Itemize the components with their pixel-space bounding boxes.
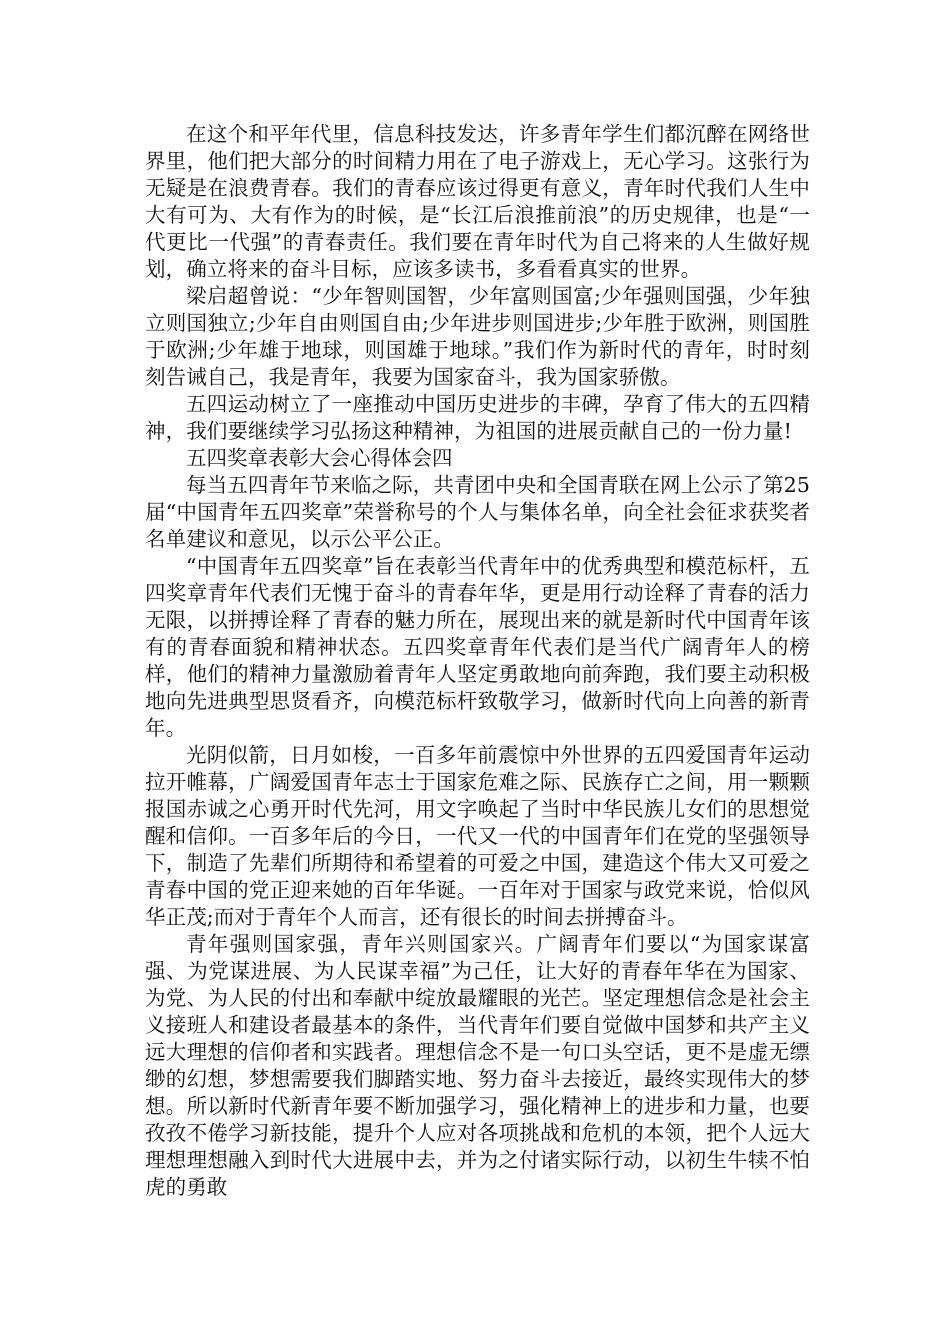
paragraph-2: 梁启超曾说：“少年智则国智，少年富则国富;少年强则国强，少年独立则国独立;少年自由则国自由;少年进步则国进步;少年胜于欧洲，则国胜于欧洲;少年雄于地球，则国雄于地球。”我们作为新时代的青年，时时刻刻告诫自己，我是青年，我要为国家奋斗，我为国家骄傲。 [145, 284, 810, 389]
section-title: 五四奖章表彰大会心得体会四 [186, 446, 453, 470]
document-page [145, 121, 810, 1201]
section-paragraph-2: “中国青年五四奖章”旨在表彰当代青年中的优秀典型和模范标杆，五四奖章青年代表们无愧于奋斗的青春年华，更是用行动诠释了青春的活力无限，以拼搏诠释了青春的魅力所在，展现出来的就是新时代中国青年该有的青春面貌和精神状态。五四奖章青年代表们是当代广阔青年人的榜样，他们的精神力量激励着青年人坚定勇敢地向前奔跑，我们要主动积极地向先进典型思贤看齐，向模范标杆致敬学习，做新时代向上向善的新青年。 [145, 554, 810, 740]
section-paragraph-1: 每当五四青年节来临之际，共青团中央和全国青联在网上公示了第25届“中国青年五四奖章”荣誉称号的个人与集体名单，向全社会征求获奖者名单建议和意见，以示公平公正。 [145, 473, 810, 551]
paragraph-3: 五四运动树立了一座推动中国历史进步的丰碑，孕育了伟大的五四精神，我们要继续学习弘扬这种精神，为祖国的进展贡献自己的一份力量! [145, 392, 810, 443]
section-paragraph-3: 光阴似箭，日月如梭，一百多年前震惊中外世界的五四爱国青年运动拉开帷幕，广阔爱国青年志士于国家危难之际、民族存亡之间，用一颗颗报国赤诚之心勇开时代先河，用文字唤起了当时中华民族儿女们的思想觉醒和信仰。一百多年后的今日，一代又一代的中国青年们在党的坚强领导下，制造了先辈们所期待和希望着的可爱之中国，建造这个伟大又可爱之青春中国的党正迎来她的百年华诞。一百年对于国家与政党来说，恰似风华正茂;而对于青年个人而言，还有很长的时间去拼搏奋斗。 [145, 743, 810, 929]
paragraph-1: 在这个和平年代里，信息科技发达，许多青年学生们都沉醉在网络世界里，他们把大部分的时间精力用在了电子游戏上，无心学习。这张行为无疑是在浪费青春。我们的青春应该过得更有意义，青年时代我们人生中大有可为、大有作为的时候，是“长江后浪推前浪”的历史规律，也是“一代更比一代强”的青春责任。我们要在青年时代为自己将来的人生做好规划，确立将来的奋斗目标，应该多读书，多看看真实的世界。 [145, 122, 810, 281]
section-paragraph-4: 青年强则国家强，青年兴则国家兴。广阔青年们要以“为国家谋富强、为党谋进展、为人民谋幸福”为己任，让大好的青春年华在为国家、为党、为人民的付出和奉献中绽放最耀眼的光芒。坚定理想信念是社会主义接班人和建设者最基本的条件，当代青年们要自觉做中国梦和共产主义远大理想的信仰者和实践者。理想信念不是一句口头空话，更不是虚无缥缈的幻想，梦想需要我们脚踏实地、努力奋斗去接近，最终实现伟大的梦想。所以新时代新青年要不断加强学习，强化精神上的进步和力量，也要孜孜不倦学习新技能，提升个人应对各项挑战和危机的本领，把个人远大理想理想融入到时代大进展中去，并为之付诸实际行动，以初生牛犊不怕虎的勇敢 [145, 932, 810, 1199]
